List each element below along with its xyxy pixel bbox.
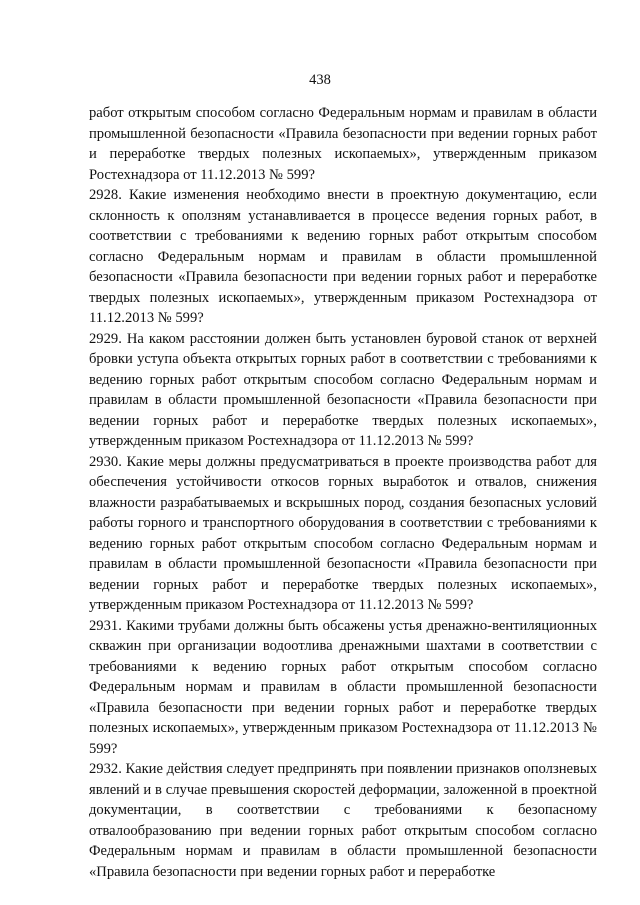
question-2929: 2929. На каком расстоянии должен быть установлен буровой станок от верхней бровки уступа объекта открытых горных работ в соответствии с требованиями к ведению горных работ открытым способом согласно Федеральным нормам и правилам в области промышленной безопасности «Правила безопасности при ведении горных работ и переработке твердых полезных ископаемых», утвержденным приказом Ростехнадзора от 11.12.2013 № 599?: [89, 330, 597, 449]
page-number: 438: [309, 72, 331, 88]
page-body: [89, 103, 597, 882]
question-2932: 2932. Какие действия следует предпринять при появлении признаков оползневых явлений и в случае превышения скоростей деформации, заложенной в проектной документации, в соответствии с требованиями к безопасному отвалообразованию при ведении горных работ открытым способом согласно Федеральным нормам и правилам в области промышленной безопасности «Правила безопасности при ведении горных работ и переработке: [89, 761, 597, 880]
question-2928: 2928. Какие изменения необходимо внести в проектную документацию, если склонность к оползням устанавливается в процессе ведения горных работ, в соответствии с требованиями к ведению горных работ открытым способом согласно Федеральным нормам и правилам в области промышленной безопасности «Правила безопасности при ведении горных работ и переработке твердых полезных ископаемых», утвержденным приказом Ростехнадзора от 11.12.2013 № 599?: [89, 187, 597, 326]
paragraph-continuation: работ открытым способом согласно Федеральным нормам и правилам в области промышленной безопасности «Правила безопасности при ведении горных работ и переработке твердых полезных ископаемых», утвержденным приказом Ростехнадзора от 11.12.2013 № 599?: [89, 105, 597, 183]
question-2930: 2930. Какие меры должны предусматриваться в проекте производства работ для обеспечения устойчивости откосов горных выработок и отвалов, снижения влажности разрабатываемых и вскрышных пород, создания безопасных условий работы горного и транспортного оборудования в соответствии с требованиями к ведению горных работ открытым способом согласно Федеральным нормам и правилам в области промышленной безопасности «Правила безопасности при ведении горных работ и переработке твердых полезных ископаемых», утвержденным приказом Ростехнадзора от 11.12.2013 № 599?: [89, 453, 597, 613]
question-2931: 2931. Какими трубами должны быть обсажены устья дренажно-вентиляционных скважин при организации водоотлива дренажными шахтами в соответствии с требованиями к ведению горных работ открытым способом согласно Федеральным нормам и правилам в области промышленной безопасности «Правила безопасности при ведении горных работ и переработке твердых полезных ископаемых», утвержденным приказом Ростехнадзора от 11.12.2013 № 599?: [89, 617, 597, 757]
